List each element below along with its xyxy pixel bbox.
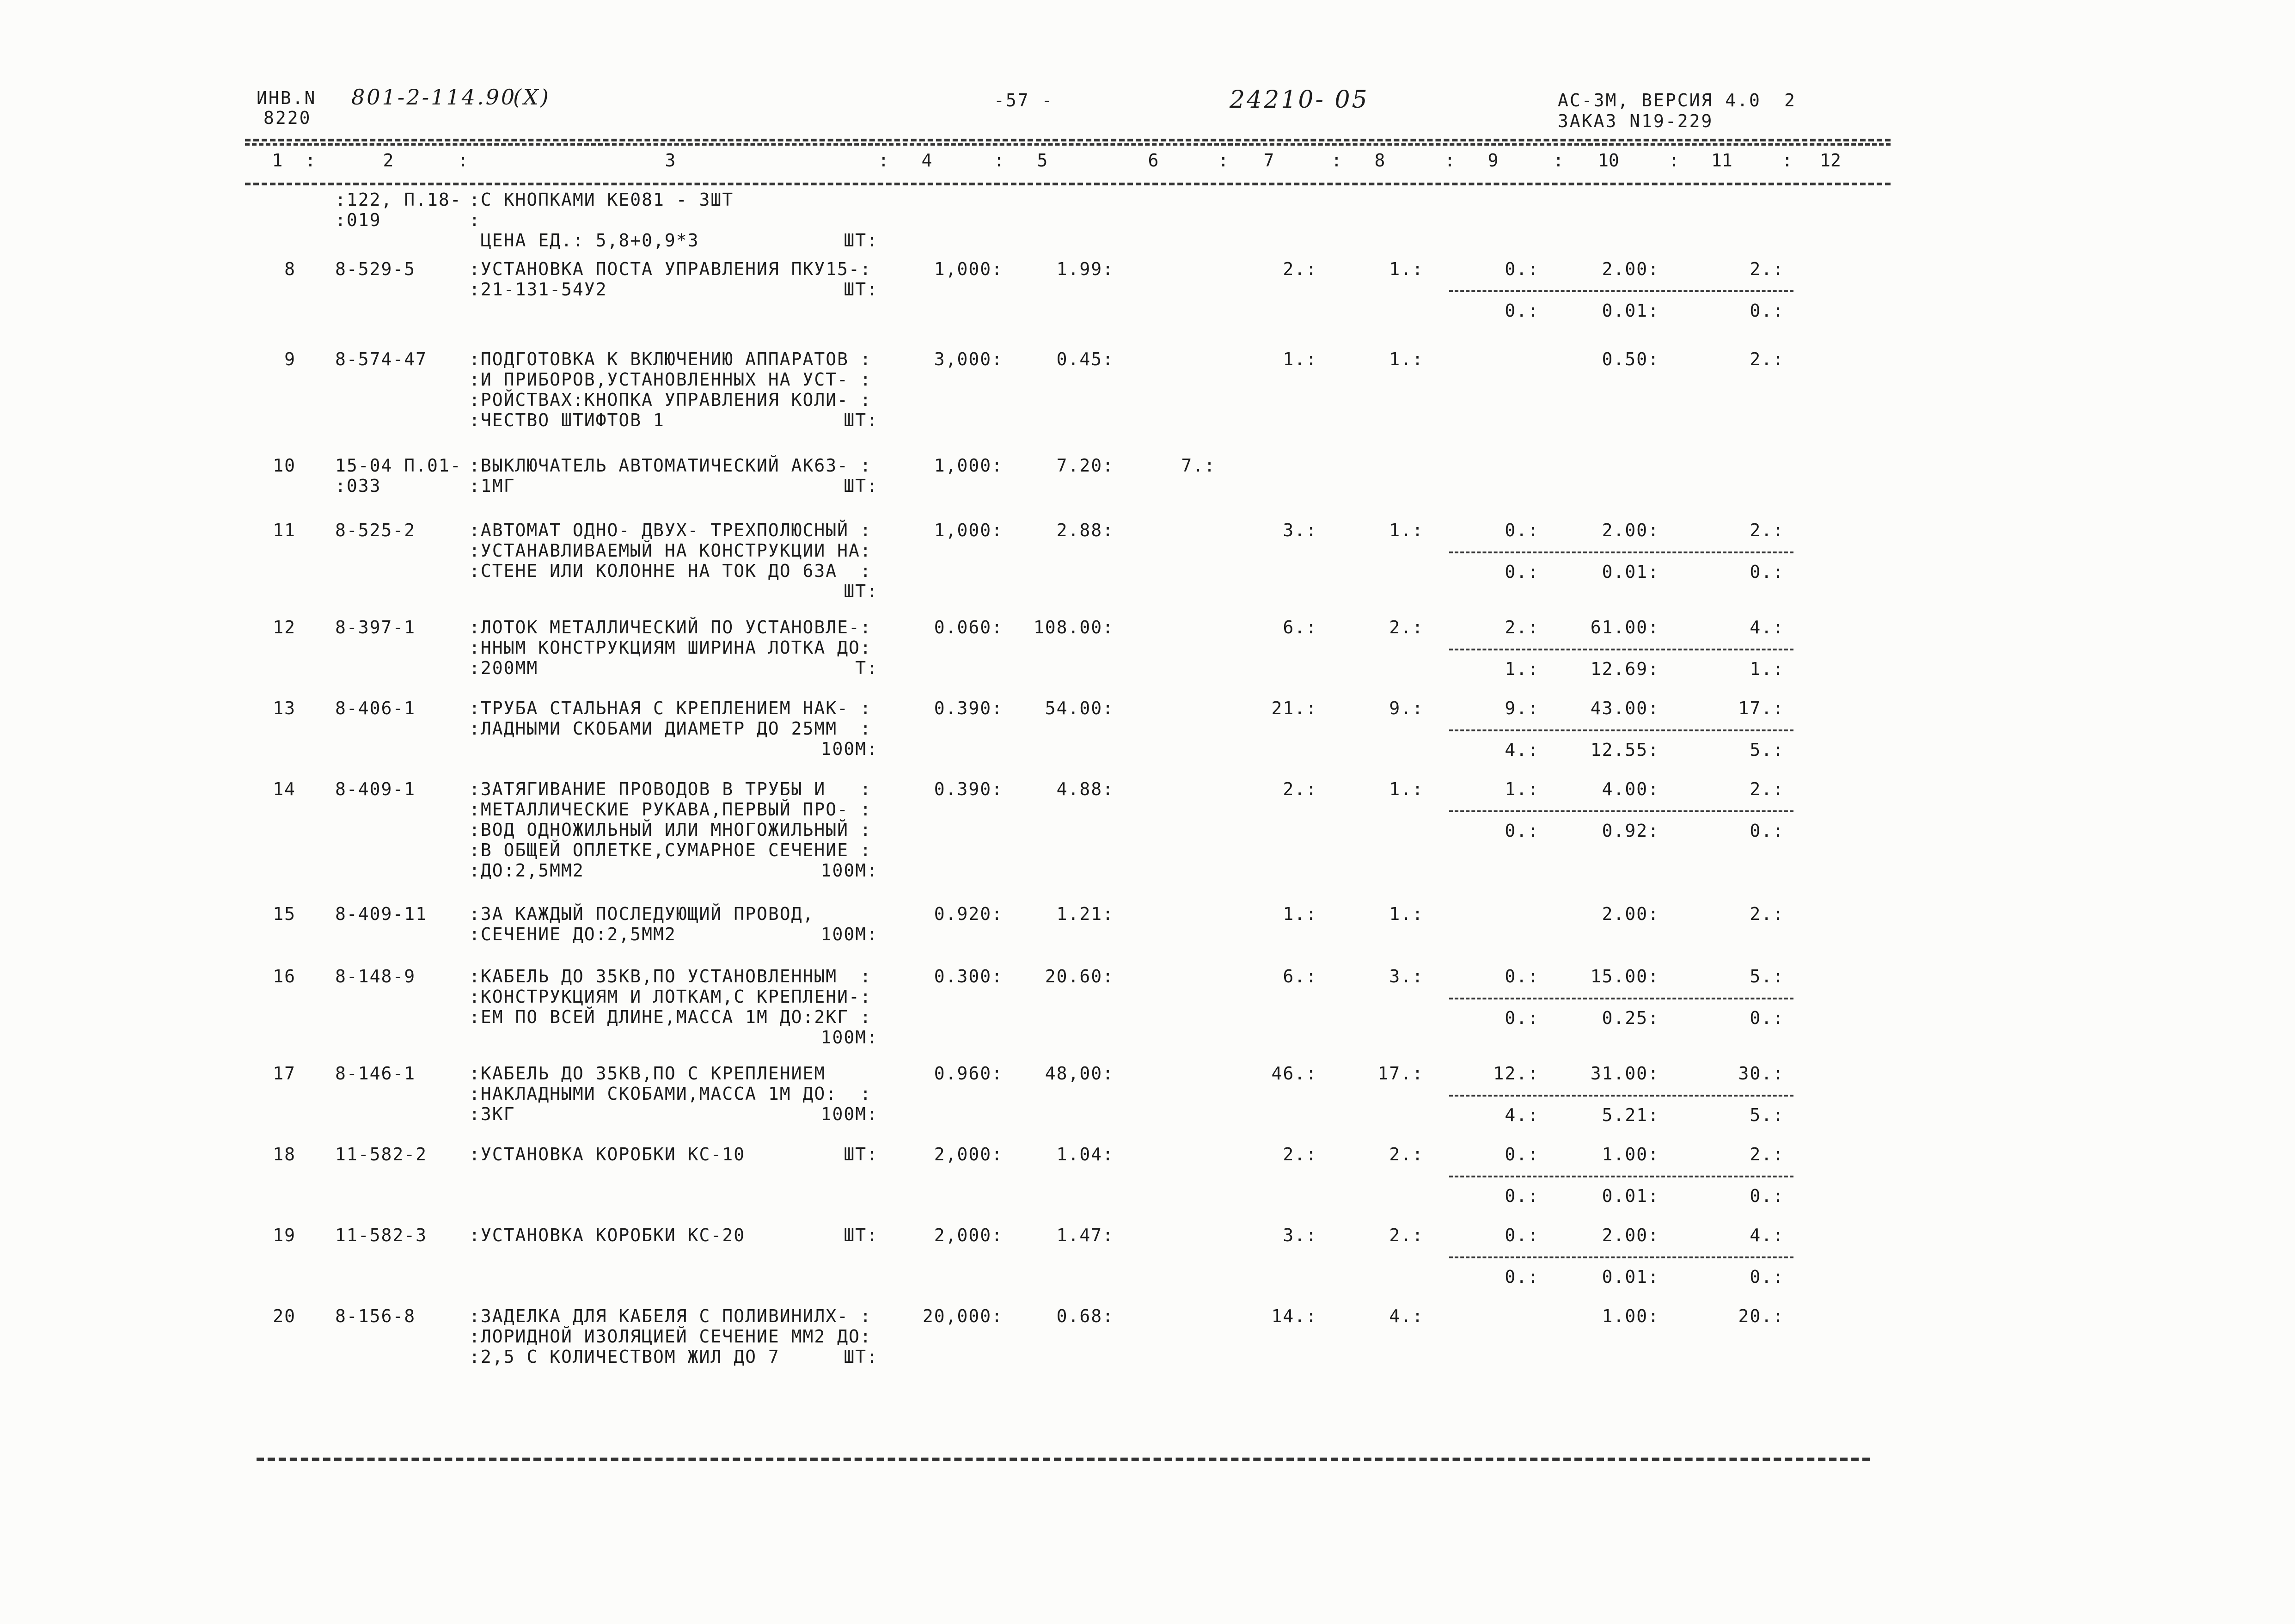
col-10-value: 0.50: xyxy=(1602,349,1659,369)
rate-code: 8-409-11 xyxy=(335,904,428,924)
col-10-subvalue: 0.01: xyxy=(1602,300,1659,321)
col-9-subvalue: 0.: xyxy=(1505,562,1539,582)
bottom-dashed-line xyxy=(257,1458,1870,1461)
work-description: :АВТОМАТ ОДНО- ДВУХ- ТРЕХПОЛЮСНЫЙ : :УСТАНАВЛИВАЕМЫЙ НА КОНСТРУКЦИИ НА: :СТЕНЕ ИЛИ КОЛОННЕ НА ТОК ДО 63А : xyxy=(469,520,872,581)
unit-of-measure: 100М: xyxy=(820,1104,878,1124)
work-description: :КАБЕЛЬ ДО 35КВ,ПО С КРЕПЛЕНИЕМ :НАКЛАДНЫМИ СКОБАМИ,МАССА 1М ДО: : :3КГ xyxy=(469,1063,872,1124)
col-11-value: 30.: xyxy=(1738,1063,1784,1084)
col-10-value: 2.00: xyxy=(1602,904,1659,924)
unit-cost: 1.99: xyxy=(1056,259,1114,279)
col-11-value: 2.: xyxy=(1750,904,1784,924)
unit-cost: 1.47: xyxy=(1056,1225,1114,1245)
work-description: :ЗАТЯГИВАНИЕ ПРОВОДОВ В ТРУБЫ И : :МЕТАЛЛИЧЕСКИЕ РУКАВА,ПЕРВЫЙ ПРО- : :ВОД ОДНОЖИЛЬНЫЙ ИЛИ МНОГОЖИЛЬНЫЙ : :В ОБЩЕЙ ОПЛЕТКЕ,СУМАРНОЕ СЕЧЕНИЕ : :ДО:2,5ММ2 xyxy=(469,779,872,881)
unit-of-measure: 100М: xyxy=(820,860,878,881)
row-number: 9 xyxy=(284,349,296,369)
quantity: 0.390: xyxy=(934,779,1003,799)
unit-cost: 20.60: xyxy=(1045,966,1114,987)
col-9-value: 2.: xyxy=(1505,617,1539,637)
col-9-value: 1.: xyxy=(1505,779,1539,799)
col-8-value: 1.: xyxy=(1389,259,1424,279)
unit-cost: 1.04: xyxy=(1056,1144,1114,1164)
page-number: -57 - xyxy=(994,90,1054,110)
column-separator: : xyxy=(878,150,889,171)
unit-cost: 0.68: xyxy=(1056,1306,1114,1326)
handwritten-number: 24210- 05 xyxy=(1230,86,1369,114)
col-10-value: 2.00: xyxy=(1602,1225,1659,1245)
column-separator: : xyxy=(1331,150,1342,171)
col-11-subvalue: 5.: xyxy=(1750,740,1784,760)
unit-of-measure: 100М: xyxy=(820,924,878,944)
column-separator: : xyxy=(458,150,468,171)
column-separator: : xyxy=(305,150,316,171)
col-9-subvalue: 0.: xyxy=(1505,821,1539,841)
work-description: :УСТАНОВКА КОРОБКИ КС-10 xyxy=(469,1144,746,1164)
unit-cost: 108.00: xyxy=(1033,617,1114,637)
col-6-value: 7.: xyxy=(1181,455,1216,476)
sub-rule xyxy=(1449,998,1793,999)
rate-code: 8-156-8 xyxy=(335,1306,416,1326)
unit-cost: 1.21: xyxy=(1056,904,1114,924)
sub-rule xyxy=(1449,1256,1793,1258)
inventory-number: 8220 xyxy=(263,108,312,128)
rate-code: 8-529-5 xyxy=(335,259,416,279)
software-page: 2 xyxy=(1784,90,1796,110)
work-description: :ЗАДЕЛКА ДЛЯ КАБЕЛЯ С ПОЛИВИНИЛХ- : :ЛОРИДНОЙ ИЗОЛЯЦИЕЙ СЕЧЕНИЕ ММ2 ДО: :2,5 С КОЛИЧЕСТВОМ ЖИЛ ДО 7 xyxy=(469,1306,872,1367)
column-separator: : xyxy=(1669,150,1679,171)
sub-rule xyxy=(1449,810,1793,812)
col-10-subvalue: 0.25: xyxy=(1602,1008,1659,1028)
quantity: 1,000: xyxy=(934,259,1003,279)
unit-of-measure: Т: xyxy=(855,658,878,678)
col-10-subvalue: 0.01: xyxy=(1602,1186,1659,1206)
col-8-value: 17.: xyxy=(1377,1063,1424,1084)
col-11-value: 5.: xyxy=(1750,966,1784,987)
col-9-value: 0.: xyxy=(1505,520,1539,540)
column-number-1: 1 xyxy=(272,150,283,171)
col-9-subvalue: 0.: xyxy=(1505,1008,1539,1028)
column-separator: : xyxy=(1782,150,1793,171)
unit-cost: 2.88: xyxy=(1056,520,1114,540)
unit-cost: 4.88: xyxy=(1056,779,1114,799)
quantity: 20,000: xyxy=(922,1306,1003,1326)
rate-code: 15-04 П.01- :033 xyxy=(335,455,462,496)
col-10-value: 1.00: xyxy=(1602,1144,1659,1164)
work-description: :УСТАНОВКА КОРОБКИ КС-20 xyxy=(469,1225,746,1245)
col-11-subvalue: 0.: xyxy=(1750,821,1784,841)
col-9-subvalue: 4.: xyxy=(1505,740,1539,760)
column-separator: : xyxy=(1444,150,1455,171)
software-version: АС-3М, ВЕРСИЯ 4.0 xyxy=(1558,90,1761,110)
col-9-value: 0.: xyxy=(1505,1225,1539,1245)
col-8-value: 9.: xyxy=(1389,698,1424,718)
unit-of-measure: ШТ: xyxy=(844,1225,878,1245)
rate-code: 8-409-1 xyxy=(335,779,416,799)
col-9-value: 0.: xyxy=(1505,259,1539,279)
quantity: 1,000: xyxy=(934,520,1003,540)
rate-code: 8-146-1 xyxy=(335,1063,416,1084)
col-8-value: 1.: xyxy=(1389,520,1424,540)
col-11-value: 4.: xyxy=(1750,1225,1784,1245)
rate-code: 8-148-9 xyxy=(335,966,416,987)
row-number: 11 xyxy=(273,520,296,540)
rate-code: 8-406-1 xyxy=(335,698,416,718)
rate-code: 11-582-3 xyxy=(335,1225,428,1245)
row-number: 19 xyxy=(273,1225,296,1245)
column-number-10: 10 xyxy=(1598,150,1619,171)
col-8-value: 1.: xyxy=(1389,779,1424,799)
col-10-value: 1.00: xyxy=(1602,1306,1659,1326)
unit-of-measure: ШТ: xyxy=(844,1144,878,1164)
rate-code: 11-582-2 xyxy=(335,1144,428,1164)
col-11-value: 17.: xyxy=(1738,698,1784,718)
unit-of-measure: ШТ: xyxy=(844,410,878,430)
quantity: 3,000: xyxy=(934,349,1003,369)
col-8-value: 1.: xyxy=(1389,904,1424,924)
row-number: 8 xyxy=(284,259,296,279)
sub-rule xyxy=(1449,1095,1793,1097)
col-10-value: 43.00: xyxy=(1590,698,1659,718)
work-description: :С КНОПКАМИ КЕ081 - 3ШТ : ЦЕНА ЕД.: 5,8+0,9*3 xyxy=(469,190,734,251)
quantity: 0.960: xyxy=(934,1063,1003,1084)
unit-of-measure: ШТ: xyxy=(844,581,878,601)
row-number: 16 xyxy=(273,966,296,987)
col-10-subvalue: 12.55: xyxy=(1590,740,1659,760)
col-7-value: 2.: xyxy=(1283,1144,1317,1164)
work-description: :ЛОТОК МЕТАЛЛИЧЕСКИЙ ПО УСТАНОВЛЕ-: :ННЫМ КОНСТРУКЦИЯМ ШИРИНА ЛОТКА ДО: :200ММ xyxy=(469,617,872,678)
col-7-value: 6.: xyxy=(1283,617,1317,637)
col-11-subvalue: 0.: xyxy=(1750,300,1784,321)
col-11-value: 2.: xyxy=(1750,520,1784,540)
row-number: 18 xyxy=(273,1144,296,1164)
header-rule-top xyxy=(245,139,1891,141)
sub-rule xyxy=(1449,729,1793,731)
row-number: 13 xyxy=(273,698,296,718)
work-description: :КАБЕЛЬ ДО 35КВ,ПО УСТАНОВЛЕННЫМ : :КОНСТРУКЦИЯМ И ЛОТКАМ,С КРЕПЛЕНИ-: :ЕМ ПО ВСЕЙ ДЛИНЕ,МАССА 1М ДО:2КГ : xyxy=(469,966,872,1027)
col-10-value: 4.00: xyxy=(1602,779,1659,799)
quantity: 2,000: xyxy=(934,1144,1003,1164)
column-number-6: 6 xyxy=(1148,150,1159,171)
rate-code: 8-574-47 xyxy=(335,349,428,369)
sub-rule xyxy=(1449,290,1793,292)
quantity: 0.300: xyxy=(934,966,1003,987)
col-11-subvalue: 0.: xyxy=(1750,1186,1784,1206)
quantity: 0.060: xyxy=(934,617,1003,637)
sub-rule xyxy=(1449,552,1793,553)
col-7-value: 3.: xyxy=(1283,1225,1317,1245)
column-number-3: 3 xyxy=(665,150,676,171)
row-number: 17 xyxy=(273,1063,296,1084)
sub-rule xyxy=(1449,649,1793,650)
column-separator: : xyxy=(1218,150,1229,171)
col-10-subvalue: 5.21: xyxy=(1602,1105,1659,1125)
col-10-value: 31.00: xyxy=(1590,1063,1659,1084)
col-8-value: 2.: xyxy=(1389,1225,1424,1245)
col-10-value: 2.00: xyxy=(1602,520,1659,540)
col-7-value: 1.: xyxy=(1283,904,1317,924)
quantity: 2,000: xyxy=(934,1225,1003,1245)
col-7-value: 1.: xyxy=(1283,349,1317,369)
unit-of-measure: ШТ: xyxy=(844,279,878,300)
col-10-value: 2.00: xyxy=(1602,259,1659,279)
work-description: :ПОДГОТОВКА К ВКЛЮЧЕНИЮ АППАРАТОВ : :И ПРИБОРОВ,УСТАНОВЛЕННЫХ НА УСТ- : :РОЙСТВАХ:КНОПКА УПРАВЛЕНИЯ КОЛИ- : :ЧЕСТВО ШТИФТОВ 1 xyxy=(469,349,872,430)
header-rule-top-2 xyxy=(245,143,1891,146)
row-number: 15 xyxy=(273,904,296,924)
document-code: 801-2-114.90 xyxy=(351,85,517,110)
col-10-subvalue: 0.92: xyxy=(1602,821,1659,841)
col-7-value: 21.: xyxy=(1271,698,1317,718)
col-11-subvalue: 1.: xyxy=(1750,659,1784,679)
work-description: :УСТАНОВКА ПОСТА УПРАВЛЕНИЯ ПКУ15-: :21-131-54У2 xyxy=(469,259,872,300)
col-7-value: 46.: xyxy=(1271,1063,1317,1084)
column-separator: : xyxy=(994,150,1004,171)
column-number-8: 8 xyxy=(1374,150,1385,171)
order-number: ЗАКАЗ N19-229 xyxy=(1558,111,1714,131)
col-7-value: 6.: xyxy=(1283,966,1317,987)
col-11-subvalue: 5.: xyxy=(1750,1105,1784,1125)
work-description: :ВЫКЛЮЧАТЕЛЬ АВТОМАТИЧЕСКИЙ АК63- : :1МГ xyxy=(469,455,872,496)
col-11-subvalue: 0.: xyxy=(1750,1267,1784,1287)
col-7-value: 2.: xyxy=(1283,259,1317,279)
column-number-2: 2 xyxy=(383,150,394,171)
row-number: 12 xyxy=(273,617,296,637)
col-9-subvalue: 4.: xyxy=(1505,1105,1539,1125)
quantity: 1,000: xyxy=(934,455,1003,476)
unit-cost: 7.20: xyxy=(1056,455,1114,476)
col-9-value: 0.: xyxy=(1505,1144,1539,1164)
column-number-5: 5 xyxy=(1037,150,1048,171)
col-9-value: 9.: xyxy=(1505,698,1539,718)
col-8-value: 4.: xyxy=(1389,1306,1424,1326)
unit-of-measure: 100М: xyxy=(820,739,878,759)
document-code-suffix: (X) xyxy=(513,85,551,110)
header-rule-bottom xyxy=(245,183,1891,185)
col-10-value: 61.00: xyxy=(1590,617,1659,637)
col-9-subvalue: 0.: xyxy=(1505,1186,1539,1206)
col-8-value: 2.: xyxy=(1389,617,1424,637)
work-description: :ЗА КАЖДЫЙ ПОСЛЕДУЮЩИЙ ПРОВОД, :СЕЧЕНИЕ ДО:2,5ММ2 xyxy=(469,904,814,944)
col-8-value: 3.: xyxy=(1389,966,1424,987)
col-10-value: 15.00: xyxy=(1590,966,1659,987)
row-number: 20 xyxy=(273,1306,296,1326)
col-11-value: 2.: xyxy=(1750,779,1784,799)
column-number-11: 11 xyxy=(1711,150,1732,171)
col-8-value: 2.: xyxy=(1389,1144,1424,1164)
work-description: :ТРУБА СТАЛЬНАЯ С КРЕПЛЕНИЕМ НАК- : :ЛАДНЫМИ СКОБАМИ ДИАМЕТР ДО 25ММ : xyxy=(469,698,872,739)
col-9-value: 0.: xyxy=(1505,966,1539,987)
col-7-value: 2.: xyxy=(1283,779,1317,799)
unit-of-measure: 100М: xyxy=(820,1027,878,1048)
unit-cost: 54.00: xyxy=(1045,698,1114,718)
col-9-subvalue: 0.: xyxy=(1505,300,1539,321)
column-number-7: 7 xyxy=(1263,150,1274,171)
unit-of-measure: ШТ: xyxy=(844,230,878,251)
column-separator: : xyxy=(1553,150,1564,171)
inventory-label: ИНВ.N xyxy=(257,88,317,108)
col-11-subvalue: 0.: xyxy=(1750,562,1784,582)
col-9-value: 12.: xyxy=(1493,1063,1539,1084)
col-11-value: 2.: xyxy=(1750,259,1784,279)
quantity: 0.920: xyxy=(934,904,1003,924)
col-8-value: 1.: xyxy=(1389,349,1424,369)
col-11-value: 2.: xyxy=(1750,349,1784,369)
sub-rule xyxy=(1449,1176,1793,1177)
col-11-value: 2.: xyxy=(1750,1144,1784,1164)
row-number: 14 xyxy=(273,779,296,799)
rate-code: 8-525-2 xyxy=(335,520,416,540)
col-10-subvalue: 0.01: xyxy=(1602,1267,1659,1287)
col-11-value: 4.: xyxy=(1750,617,1784,637)
col-9-subvalue: 0.: xyxy=(1505,1267,1539,1287)
column-number-12: 12 xyxy=(1820,150,1841,171)
col-10-subvalue: 12.69: xyxy=(1590,659,1659,679)
unit-of-measure: ШТ: xyxy=(844,1347,878,1367)
col-7-value: 14.: xyxy=(1271,1306,1317,1326)
unit-cost: 48,00: xyxy=(1045,1063,1114,1084)
col-7-value: 3.: xyxy=(1283,520,1317,540)
col-9-subvalue: 1.: xyxy=(1505,659,1539,679)
rate-code: :122, П.18- :019 xyxy=(335,190,462,230)
unit-of-measure: ШТ: xyxy=(844,476,878,496)
row-number: 10 xyxy=(273,455,296,476)
col-10-subvalue: 0.01: xyxy=(1602,562,1659,582)
quantity: 0.390: xyxy=(934,698,1003,718)
unit-cost: 0.45: xyxy=(1056,349,1114,369)
column-number-9: 9 xyxy=(1487,150,1499,171)
col-11-subvalue: 0.: xyxy=(1750,1008,1784,1028)
col-11-value: 20.: xyxy=(1738,1306,1784,1326)
rate-code: 8-397-1 xyxy=(335,617,416,637)
column-number-4: 4 xyxy=(921,150,932,171)
